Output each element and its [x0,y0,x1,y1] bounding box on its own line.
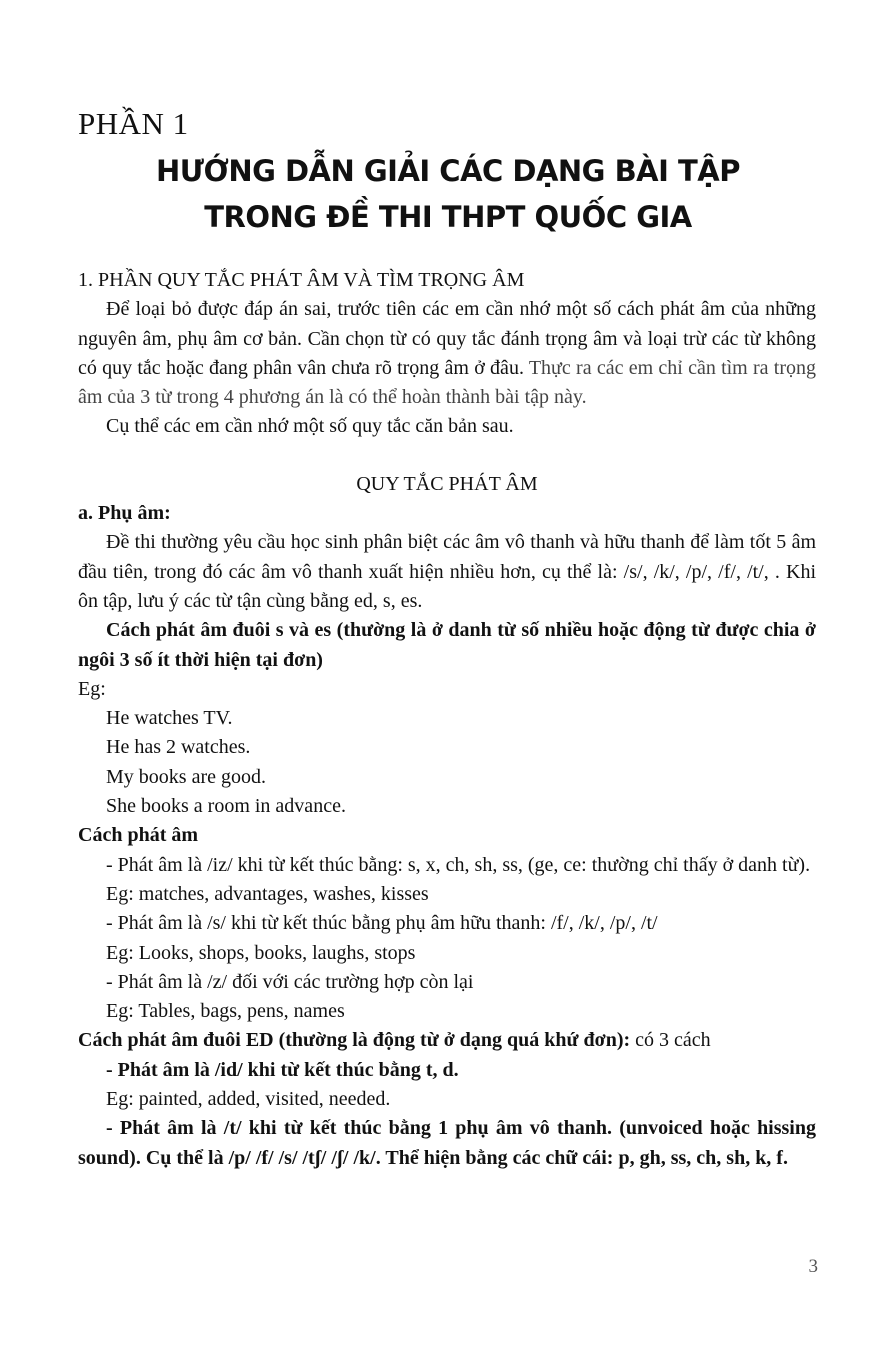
page-number: 3 [808,1256,818,1277]
rule-s: - Phát âm là /s/ khi từ kết thúc bằng phụ âm hữu thanh: /f/, /k/, /p/, /t/ [106,912,658,935]
ed-heading-rest: có 3 cách [630,1029,711,1052]
intro-text-gray: Thực ra các em chỉ cần tìm ra trọng âm của 3 từ trong 4 phương án là có thể hoàn thành bài tập này. [78,356,816,409]
intro-text: Để loại bỏ được đáp án sai, trước tiên các em cần nhớ một số cách phát âm của những nguyên âm, phụ âm cơ bản. Cần chọn từ có quy tắc đánh trọng âm và loại trừ các từ không có quy tắc hoặc đang phân vân chưa rõ trọng âm ở đâu. [78,298,816,379]
rule-iz: - Phát âm là /iz/ khi từ kết thúc bằng: s, x, ch, sh, ss, (ge, ce: thường chỉ thấy ở danh từ). [106,853,811,876]
s-es-heading: Cách phát âm đuôi s và es (thường là ở danh từ số nhiều hoặc động từ được chia ở ngôi 3 số ít thời hiện tại đơn) [78,619,816,671]
part-label: PHẦN 1 [78,106,189,141]
rule-z-example: Eg: Tables, bags, pens, names [106,1000,345,1023]
consonant-heading: a. Phụ âm: [78,502,171,525]
eg-label: Eg: [78,677,106,700]
rule-t: - Phát âm là /t/ khi từ kết thúc bằng 1 phụ âm vô thanh. (unvoiced hoặc hissing sound). Cụ thể là /p/ /f/ /s/ /tʃ/ /ʃ/ /k/. Thể hiện bằng các chữ cái: p, gh, ss, ch, sh, k, f. [78,1117,816,1169]
rule-id-example: Eg: painted, added, visited, needed. [106,1088,391,1111]
document-body [78,266,816,1173]
main-title-line-1: HƯỚNG DẪN GIẢI CÁC DẠNG BÀI TẬP [155,154,740,188]
main-title-line-2: TRONG ĐỀ THI THPT QUỐC GIA [204,200,692,234]
rule-id: - Phát âm là /id/ khi từ kết thúc bằng t, d. [106,1058,459,1081]
section-heading: 1. PHẦN QUY TẮC PHÁT ÂM VÀ TÌM TRỌNG ÂM [78,269,525,291]
intro-paragraph [78,295,816,412]
example-item: He watches TV. [106,707,233,730]
rules-heading: QUY TẮC PHÁT ÂM [356,472,538,495]
consonant-paragraph: Đề thi thường yêu cầu học sinh phân biệt các âm vô thanh và hữu thanh để làm tốt 5 âm đầu tiên, trong đó các âm vô thanh xuất hiện nhiều hơn, cụ thể là: /s/, /k/, /p/, /f/, /t/, . Khi ôn tập, lưu ý các từ tận cùng bằng ed, s, es. [78,531,816,612]
rule-s-example: Eg: Looks, shops, books, laughs, stops [106,941,416,964]
ed-heading [78,1026,816,1055]
example-item: My books are good. [106,765,266,788]
rule-iz-example: Eg: matches, advantages, washes, kisses [106,882,429,905]
example-item: She books a room in advance. [106,795,346,818]
example-item: He has 2 watches. [106,736,251,759]
intro-paragraph-2: Cụ thể các em cần nhớ một số quy tắc căn bản sau. [106,415,514,438]
rule-z: - Phát âm là /z/ đối với các trường hợp còn lại [106,970,474,993]
ed-heading-bold: Cách phát âm đuôi ED (thường là động từ ở dạng quá khứ đơn): [78,1029,631,1052]
how-heading: Cách phát âm [78,824,199,847]
